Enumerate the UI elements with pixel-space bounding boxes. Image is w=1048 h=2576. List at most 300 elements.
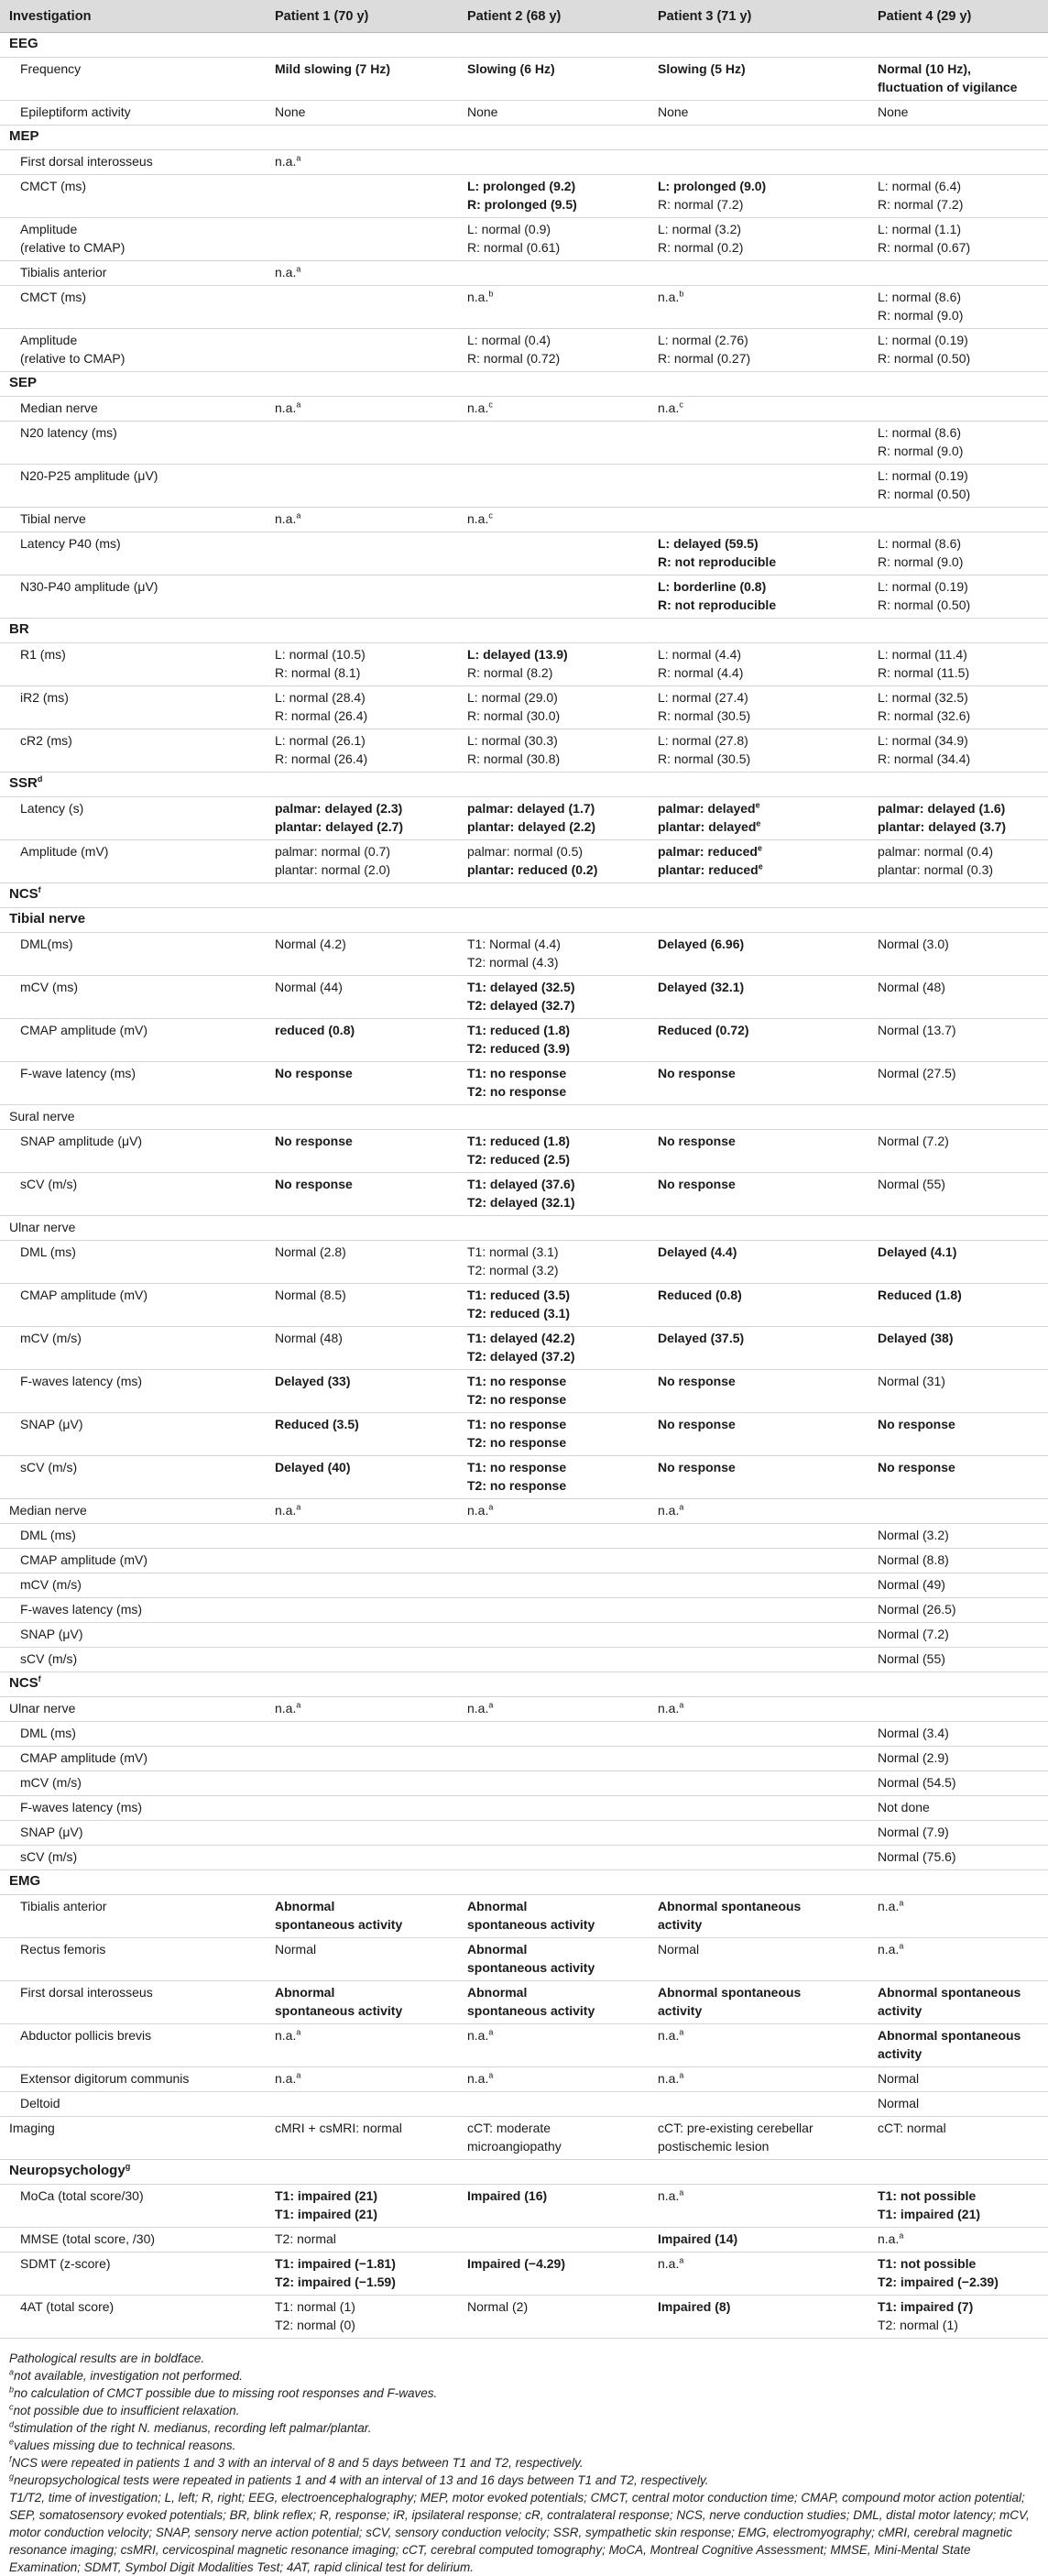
patient-4-cell [868, 422, 1048, 465]
empty-cell [868, 2160, 1048, 2185]
patient-2-cell [458, 422, 649, 465]
patient-4-cell [868, 1216, 1048, 1241]
cell-line: No response [658, 1177, 736, 1191]
row-label-text: First dorsal interosseus [20, 154, 153, 169]
patient-4-cell [868, 1771, 1048, 1796]
empty-cell [458, 1870, 649, 1895]
cell-line: Impaired (8) [658, 2299, 731, 2314]
cell-line: palmar: delayed (1.7) [467, 801, 595, 816]
patient-2-cell [458, 729, 649, 773]
row-label-text: Latency (s) [20, 801, 84, 816]
footnote-marker: e [9, 2437, 15, 2447]
row-label [0, 575, 266, 619]
footnote-marker: a [296, 1502, 301, 1512]
cell-line: n.a.$^a$ [658, 1502, 684, 1518]
patient-2-cell [458, 976, 649, 1019]
row-label [0, 1062, 266, 1105]
cell-line: L: normal (29.0) [467, 690, 558, 705]
section-row [0, 33, 1048, 58]
footnote-marker: c [488, 400, 493, 410]
footnote [9, 2367, 1039, 2384]
cell-line: No response [658, 1374, 736, 1388]
row-label-text: Abductor pollicis brevis [20, 2028, 152, 2043]
table-row [0, 2296, 1048, 2339]
row-label-text: F-waves latency (ms) [20, 1374, 143, 1388]
cell-line: Abnormal spontaneous [658, 1985, 802, 2000]
cell-line: Normal (7.2) [878, 1134, 949, 1148]
patient-1-cell [266, 1284, 458, 1327]
cell-line: R: normal (26.4) [275, 751, 368, 766]
patient-4-cell [868, 2253, 1048, 2296]
patient-4-cell [868, 1846, 1048, 1870]
patient-4-cell [868, 729, 1048, 773]
patient-2-cell [458, 1549, 649, 1573]
row-label [0, 729, 266, 773]
table-row [0, 58, 1048, 101]
patient-1-cell [266, 1062, 458, 1105]
footnote-text: Pathological results are in boldface. [9, 2351, 205, 2365]
patient-1-cell [266, 422, 458, 465]
table-row [0, 1327, 1048, 1370]
empty-cell [868, 126, 1048, 150]
footnote-marker: c [9, 2402, 14, 2412]
patient-2-cell [458, 2067, 649, 2092]
cell-line: T2: normal [275, 2231, 336, 2246]
row-label-text: SNAP amplitude (μV) [20, 1134, 143, 1148]
cell-line: Normal (2.9) [878, 1750, 949, 1765]
cell-line: T2: reduced (3.1) [467, 1306, 571, 1321]
row-label [0, 1672, 266, 1697]
row-label-text: SEP [9, 375, 38, 390]
cell-line: T2: delayed (32.1) [467, 1195, 575, 1210]
patient-3-cell [649, 218, 868, 261]
empty-cell [868, 372, 1048, 397]
patient-4-cell [868, 2092, 1048, 2117]
row-label [0, 218, 266, 261]
cell-line: Normal (3.0) [878, 937, 949, 951]
cell-line: n.a.$^a$ [878, 1898, 904, 1913]
cell-line: Normal (13.7) [878, 1023, 956, 1037]
row-label [0, 286, 266, 329]
table-footnotes [0, 2339, 1048, 2576]
table-row [0, 1105, 1048, 1130]
row-label [0, 1105, 266, 1130]
footnote-text: no calculation of CMCT possible due to missing root responses and F-waves. [14, 2386, 438, 2400]
patient-2-cell [458, 1456, 649, 1499]
patient-1-cell [266, 2228, 458, 2253]
empty-cell [649, 2160, 868, 2185]
row-label [0, 397, 266, 422]
patient-2-cell [458, 532, 649, 575]
empty-cell [266, 883, 458, 908]
patient-4-cell [868, 1173, 1048, 1216]
empty-cell [266, 2160, 458, 2185]
row-label-text: CMAP amplitude (mV) [20, 1023, 148, 1037]
patient-3-cell [649, 1456, 868, 1499]
row-label-text: CMCT (ms) [20, 290, 87, 304]
patient-4-cell [868, 150, 1048, 175]
cell-line: T1: no response [467, 1066, 567, 1080]
patient-2-cell [458, 1573, 649, 1598]
patient-1-cell [266, 1573, 458, 1598]
row-label [0, 261, 266, 286]
patient-3-cell [649, 686, 868, 729]
patient-3-cell [649, 575, 868, 619]
empty-cell [868, 773, 1048, 797]
cell-line: palmar: delayed$^e$ [658, 800, 760, 816]
patient-1-cell [266, 686, 458, 729]
section-row [0, 619, 1048, 643]
empty-cell [649, 1870, 868, 1895]
cell-line: T1: no response [467, 1374, 567, 1388]
footnote-marker: e [758, 861, 763, 871]
cell-line: plantar: delayed$^e$ [658, 818, 761, 834]
row-label [0, 532, 266, 575]
patient-2-cell [458, 150, 649, 175]
patient-3-cell [649, 1130, 868, 1173]
cell-line: R: normal (30.5) [658, 708, 751, 723]
cell-line: T1: reduced (1.8) [467, 1023, 571, 1037]
footnote-marker: a [899, 1898, 904, 1908]
patient-4-cell [868, 1105, 1048, 1130]
cell-line: palmar: normal (0.5) [467, 844, 584, 859]
cell-line: No response [878, 1417, 955, 1431]
patient-1-cell [266, 1821, 458, 1846]
patient-4-cell [868, 1019, 1048, 1062]
patient-3-cell [649, 150, 868, 175]
patient-2-cell [458, 1327, 649, 1370]
footnote-marker: a [899, 2231, 904, 2241]
cell-line: None [467, 104, 498, 119]
patient-3-cell [649, 1981, 868, 2024]
row-label [0, 2117, 266, 2160]
patient-4-cell [868, 2296, 1048, 2339]
patient-4-cell [868, 1895, 1048, 1938]
empty-cell [649, 773, 868, 797]
patient-1-cell [266, 1019, 458, 1062]
patient-4-cell [868, 1938, 1048, 1981]
patient-3-cell [649, 729, 868, 773]
patient-2-cell [458, 840, 649, 883]
row-label-text: Deltoid [20, 2096, 60, 2110]
patient-3-cell [649, 532, 868, 575]
row-label-text: sCV (m/s) [20, 1849, 78, 1864]
cell-line: n.a.$^a$ [275, 510, 301, 526]
table-row [0, 1938, 1048, 1981]
patient-2-cell [458, 1216, 649, 1241]
footnote-marker: c [488, 510, 493, 521]
table-row [0, 1573, 1048, 1598]
table-row [0, 1284, 1048, 1327]
empty-cell [458, 1672, 649, 1697]
table-row [0, 2117, 1048, 2160]
table-row [0, 1747, 1048, 1771]
row-label [0, 1524, 266, 1549]
row-label-text: Amplitude (mV) [20, 844, 109, 859]
row-label [0, 1130, 266, 1173]
patient-2-cell [458, 58, 649, 101]
cell-line: T1: impaired (21) [275, 2188, 378, 2203]
cell-line: R: normal (26.4) [275, 708, 368, 723]
patient-1-cell [266, 2092, 458, 2117]
cell-line: L: normal (10.5) [275, 647, 366, 662]
patient-1-cell [266, 643, 458, 686]
empty-cell [458, 126, 649, 150]
row-label [0, 1216, 266, 1241]
patient-1-cell [266, 575, 458, 619]
cell-line: L: normal (0.9) [467, 222, 551, 236]
cell-line: None [275, 104, 306, 119]
footnote-marker: e [757, 843, 762, 853]
cell-line: R: normal (8.2) [467, 665, 553, 680]
cell-line: T2: delayed (37.2) [467, 1349, 575, 1364]
patient-1-cell [266, 1499, 458, 1524]
row-label-text: DML (ms) [20, 1528, 76, 1542]
cell-line: R: normal (0.50) [878, 487, 971, 501]
cell-line: reduced (0.8) [275, 1023, 355, 1037]
patient-4-cell [868, 1796, 1048, 1821]
patient-1-cell [266, 2253, 458, 2296]
patient-1-cell [266, 1327, 458, 1370]
patient-1-cell [266, 1370, 458, 1413]
cell-line: T2: normal (0) [275, 2318, 355, 2332]
row-label-text: Median nerve [9, 1503, 87, 1518]
table-row [0, 2253, 1048, 2296]
section-row [0, 372, 1048, 397]
empty-cell [649, 372, 868, 397]
footnote-text: not possible due to insufficient relaxation. [13, 2404, 240, 2417]
empty-cell [266, 908, 458, 933]
cell-line: T2: normal (3.2) [467, 1263, 559, 1277]
row-label [0, 126, 266, 150]
patient-1-cell [266, 1981, 458, 2024]
header-patient-2: Patient 2 (68 y) [458, 0, 649, 33]
cell-line: Normal [878, 2071, 920, 2086]
cell-line: Normal (48) [275, 1331, 343, 1345]
footnote-text: NCS were repeated in patients 1 and 3 with an interval of 8 and 5 days between T1 and T2, respectively. [11, 2456, 584, 2470]
cell-line: Delayed (4.1) [878, 1244, 957, 1259]
patient-1-cell [266, 1456, 458, 1499]
patient-1-cell [266, 150, 458, 175]
row-label-text: NCS$^f$ [9, 885, 41, 902]
patient-1-cell [266, 175, 458, 218]
cell-line: L: normal (8.6) [878, 425, 962, 440]
row-label-text: Epileptiform activity [20, 104, 131, 119]
empty-cell [868, 619, 1048, 643]
patient-3-cell [649, 1549, 868, 1573]
patient-4-cell [868, 58, 1048, 101]
cell-line: T2: no response [467, 1478, 567, 1493]
table-row [0, 1173, 1048, 1216]
table-row [0, 1524, 1048, 1549]
patient-4-cell [868, 2228, 1048, 2253]
cell-line: T1: reduced (3.5) [467, 1288, 571, 1302]
patient-2-cell [458, 1648, 649, 1672]
cell-line: Abnormal [467, 1985, 528, 2000]
row-label [0, 933, 266, 976]
cell-line: n.a.$^b$ [467, 289, 494, 304]
patient-3-cell [649, 175, 868, 218]
header-patient-4: Patient 4 (29 y) [868, 0, 1048, 33]
patient-1-cell [266, 2024, 458, 2067]
patient-3-cell [649, 2296, 868, 2339]
row-label-text: Amplitude [20, 222, 78, 236]
row-label-text: R1 (ms) [20, 647, 66, 662]
patient-2-cell [458, 2228, 649, 2253]
cell-line: L: borderline (0.8) [658, 579, 767, 594]
patient-3-cell [649, 1771, 868, 1796]
table-row [0, 1216, 1048, 1241]
patient-1-cell [266, 1413, 458, 1456]
cell-line: Normal (54.5) [878, 1775, 956, 1790]
row-label-text: Median nerve [20, 400, 98, 415]
table-row [0, 1413, 1048, 1456]
empty-cell [649, 908, 868, 933]
cell-line: n.a.$^a$ [275, 264, 301, 280]
table-row [0, 2024, 1048, 2067]
cell-line: L: normal (2.76) [658, 333, 748, 347]
patient-2-cell [458, 1370, 649, 1413]
patient-4-cell [868, 2185, 1048, 2228]
patient-3-cell [649, 1895, 868, 1938]
cell-line: T2: no response [467, 1392, 567, 1407]
footnote-marker: e [756, 818, 761, 828]
row-label-text: CMAP amplitude (mV) [20, 1288, 148, 1302]
cell-line: plantar: delayed (2.7) [275, 819, 404, 834]
cell-line: T1: impaired (21) [878, 2207, 981, 2221]
footnote-marker: a [679, 2255, 684, 2265]
cell-line: palmar: normal (0.7) [275, 844, 391, 859]
row-label-text: mCV (m/s) [20, 1775, 82, 1790]
table-row [0, 508, 1048, 532]
table-row [0, 218, 1048, 261]
patient-2-cell [458, 286, 649, 329]
patient-4-cell [868, 2024, 1048, 2067]
section-row [0, 2160, 1048, 2185]
row-label [0, 1722, 266, 1747]
cell-line: R: normal (8.1) [275, 665, 361, 680]
cell-line: Normal [878, 2096, 920, 2110]
patient-2-cell [458, 1846, 649, 1870]
row-label-text: DML (ms) [20, 1244, 76, 1259]
table-row [0, 150, 1048, 175]
cell-line: activity [878, 2046, 922, 2061]
footnote-text: stimulation of the right N. medianus, recording left palmar/plantar. [14, 2421, 372, 2435]
empty-cell [649, 33, 868, 58]
row-label [0, 1573, 266, 1598]
patient-4-cell [868, 686, 1048, 729]
patient-1-cell [266, 729, 458, 773]
cell-line: T1: delayed (37.6) [467, 1177, 575, 1191]
patient-2-cell [458, 1105, 649, 1130]
patient-3-cell [649, 1499, 868, 1524]
row-label [0, 976, 266, 1019]
cell-line: Normal (7.2) [878, 1627, 949, 1641]
row-label [0, 2185, 266, 2228]
cell-line: L: normal (27.4) [658, 690, 748, 705]
cell-line: L: normal (27.8) [658, 733, 748, 748]
patient-2-cell [458, 1524, 649, 1549]
patient-1-cell [266, 286, 458, 329]
cell-line: L: normal (34.9) [878, 733, 968, 748]
patient-3-cell [649, 329, 868, 372]
patient-3-cell [649, 1105, 868, 1130]
empty-cell [266, 126, 458, 150]
header-investigation: Investigation [0, 0, 266, 33]
cell-line: n.a.$^a$ [658, 1700, 684, 1716]
empty-cell [458, 33, 649, 58]
cell-line: R: normal (9.0) [878, 554, 964, 569]
row-label [0, 1413, 266, 1456]
patient-2-cell [458, 1284, 649, 1327]
cell-line: spontaneous activity [275, 2003, 403, 2018]
cell-line: T2: normal (4.3) [467, 955, 559, 970]
cell-line: L: normal (3.2) [658, 222, 742, 236]
footnote-marker: b [488, 289, 494, 299]
row-label-text: (relative to CMAP) [20, 351, 126, 366]
patient-1-cell [266, 1130, 458, 1173]
table-row [0, 575, 1048, 619]
footnote-text: neuropsychological tests were repeated in patients 1 and 4 with an interval of 13 and 16 days between T1 and T2, respectively. [14, 2473, 709, 2487]
cell-line: R: normal (7.2) [878, 197, 964, 212]
cell-line: R: normal (9.0) [878, 308, 964, 323]
row-label-text: F-wave latency (ms) [20, 1066, 136, 1080]
footnote-marker: a [488, 1700, 494, 1710]
row-label-text: Tibial nerve [9, 911, 86, 926]
row-label [0, 2067, 266, 2092]
patient-4-cell [868, 286, 1048, 329]
cell-line: R: normal (34.4) [878, 751, 971, 766]
cell-line: R: normal (30.0) [467, 708, 561, 723]
patient-2-cell [458, 397, 649, 422]
cell-line: spontaneous activity [275, 1917, 403, 1932]
cell-line: T2: normal (1) [878, 2318, 958, 2332]
cell-line: plantar: reduced (0.2) [467, 862, 598, 877]
patient-4-cell [868, 1648, 1048, 1672]
row-label [0, 1598, 266, 1623]
footnote-marker: d [37, 774, 43, 784]
empty-cell [266, 773, 458, 797]
cell-line: R: normal (7.2) [658, 197, 744, 212]
row-label-text: MoCa (total score/30) [20, 2188, 144, 2203]
cell-line: Normal (2) [467, 2299, 529, 2314]
cell-line: plantar: normal (0.3) [878, 862, 994, 877]
row-label-text: N30-P40 amplitude (μV) [20, 579, 158, 594]
patient-2-cell [458, 261, 649, 286]
patient-2-cell [458, 329, 649, 372]
table-row [0, 1549, 1048, 1573]
table-row [0, 933, 1048, 976]
footnote-marker: a [296, 153, 301, 163]
patient-2-cell [458, 508, 649, 532]
empty-cell [458, 773, 649, 797]
table-body [0, 33, 1048, 2339]
cell-line: Normal (55) [878, 1651, 945, 1666]
empty-cell [458, 619, 649, 643]
empty-cell [266, 372, 458, 397]
patient-2-cell [458, 933, 649, 976]
row-label-text: cR2 (ms) [20, 733, 72, 748]
patient-3-cell [649, 1284, 868, 1327]
table-row [0, 976, 1048, 1019]
cell-line: n.a.$^a$ [467, 1700, 494, 1716]
cell-line: Normal (49) [878, 1577, 945, 1592]
cell-line: Delayed (32.1) [658, 980, 745, 994]
table-row [0, 1648, 1048, 1672]
patient-2-cell [458, 218, 649, 261]
cell-line: postischemic lesion [658, 2139, 770, 2154]
cell-line: Delayed (6.96) [658, 937, 745, 951]
